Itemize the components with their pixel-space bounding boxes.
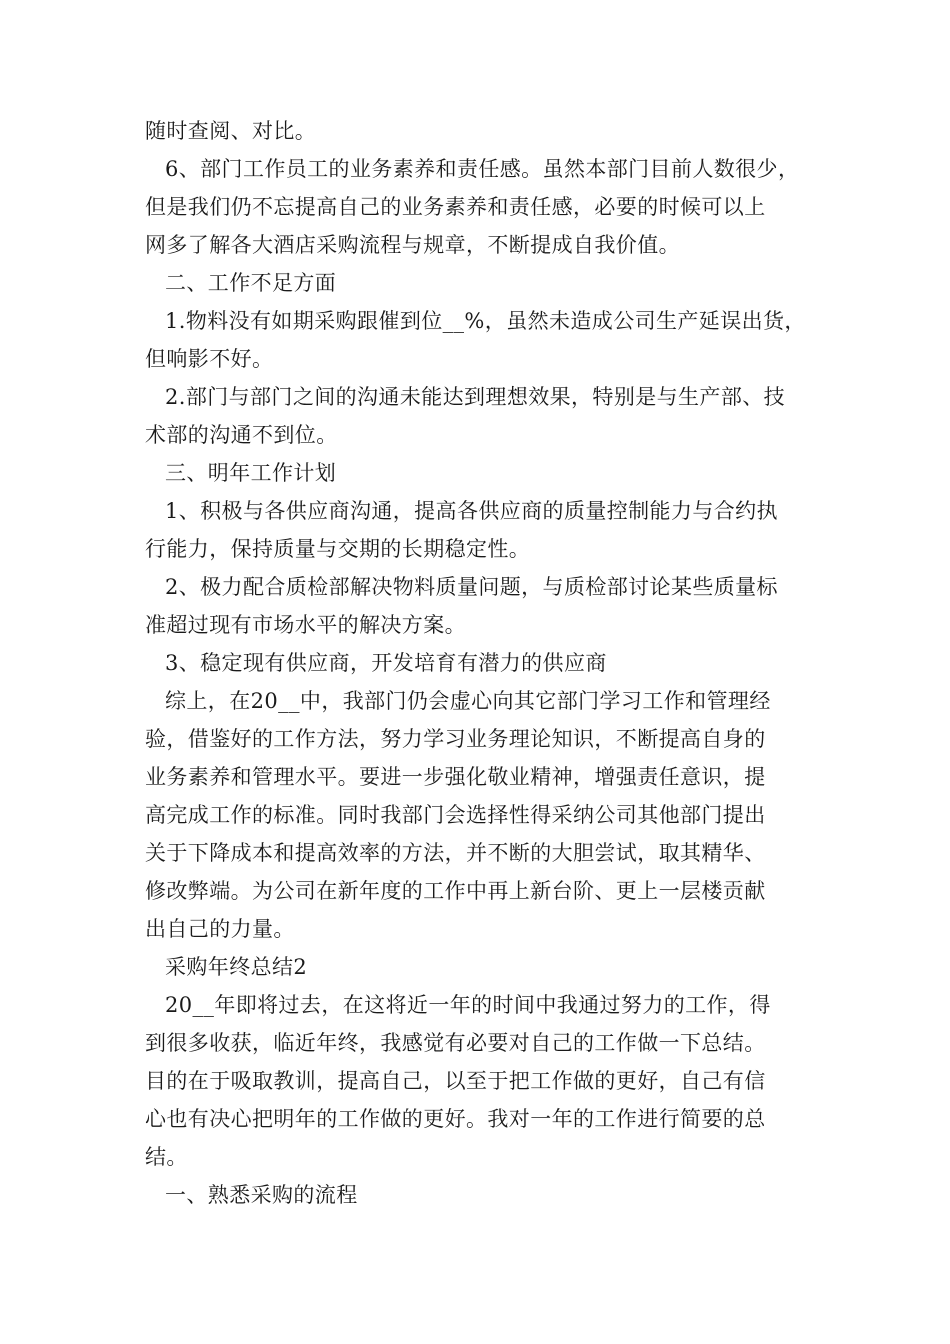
text-line: 随时查阅、对比。 <box>145 119 317 143</box>
section-heading: 一、熟悉采购的流程 <box>165 1183 358 1207</box>
text-line: 关于下降成本和提高效率的方法，并不断的大胆尝试，取其精华、 <box>145 841 766 865</box>
text-line: 到很多收获，临近年终，我感觉有必要对自己的工作做一下总结。 <box>145 1031 766 1055</box>
text-line: 2.部门与部门之间的沟通未能达到理想效果，特别是与生产部、技 <box>165 385 786 409</box>
text-line: 1、积极与各供应商沟通，提高各供应商的质量控制能力与合约执 <box>165 499 778 523</box>
section-title: 采购年终总结2 <box>165 955 308 979</box>
text-line: 行能力，保持质量与交期的长期稳定性。 <box>145 537 531 561</box>
text-line: 2、极力配合质检部解决物料质量问题，与质检部讨论某些质量标 <box>165 575 778 599</box>
text-line: 6、部门工作员工的业务素养和责任感。虽然本部门目前人数很少， <box>165 157 800 181</box>
text-line: 20__年即将过去，在这将近一年的时间中我通过努力的工作，得 <box>165 993 771 1017</box>
text-line: 准超过现有市场水平的解决方案。 <box>145 613 466 637</box>
text-line: 修改弊端。为公司在新年度的工作中再上新台阶、更上一层楼贡献 <box>145 879 766 903</box>
text-line: 但是我们仍不忘提高自己的业务素养和责任感，必要的时候可以上 <box>145 195 766 219</box>
text-line: 结。 <box>145 1145 188 1169</box>
text-line: 业务素养和管理水平。要进一步强化敬业精神，增强责任意识，提 <box>145 765 766 789</box>
section-heading: 三、明年工作计划 <box>165 461 337 485</box>
text-line: 高完成工作的标准。同时我部门会选择性得采纳公司其他部门提出 <box>145 803 766 827</box>
text-line: 心也有决心把明年的工作做的更好。我对一年的工作进行简要的总 <box>145 1107 766 1131</box>
text-line: 综上，在20__中，我部门仍会虚心向其它部门学习工作和管理经 <box>165 689 771 713</box>
text-line: 3、稳定现有供应商，开发培育有潜力的供应商 <box>165 651 607 675</box>
text-line: 出自己的力量。 <box>145 917 295 941</box>
document-body <box>145 112 810 1214</box>
text-line: 验，借鉴好的工作方法，努力学习业务理论知识，不断提高自身的 <box>145 727 766 751</box>
section-heading: 二、工作不足方面 <box>165 271 337 295</box>
text-line: 目的在于吸取教训，提高自己，以至于把工作做的更好，自己有信 <box>145 1069 766 1093</box>
text-line: 1.物料没有如期采购跟催到位__%，虽然未造成公司生产延误出货， <box>165 309 806 333</box>
text-line: 术部的沟通不到位。 <box>145 423 338 447</box>
text-line: 但响影不好。 <box>145 347 274 371</box>
text-line: 网多了解各大酒店采购流程与规章，不断提成自我价值。 <box>145 233 680 257</box>
